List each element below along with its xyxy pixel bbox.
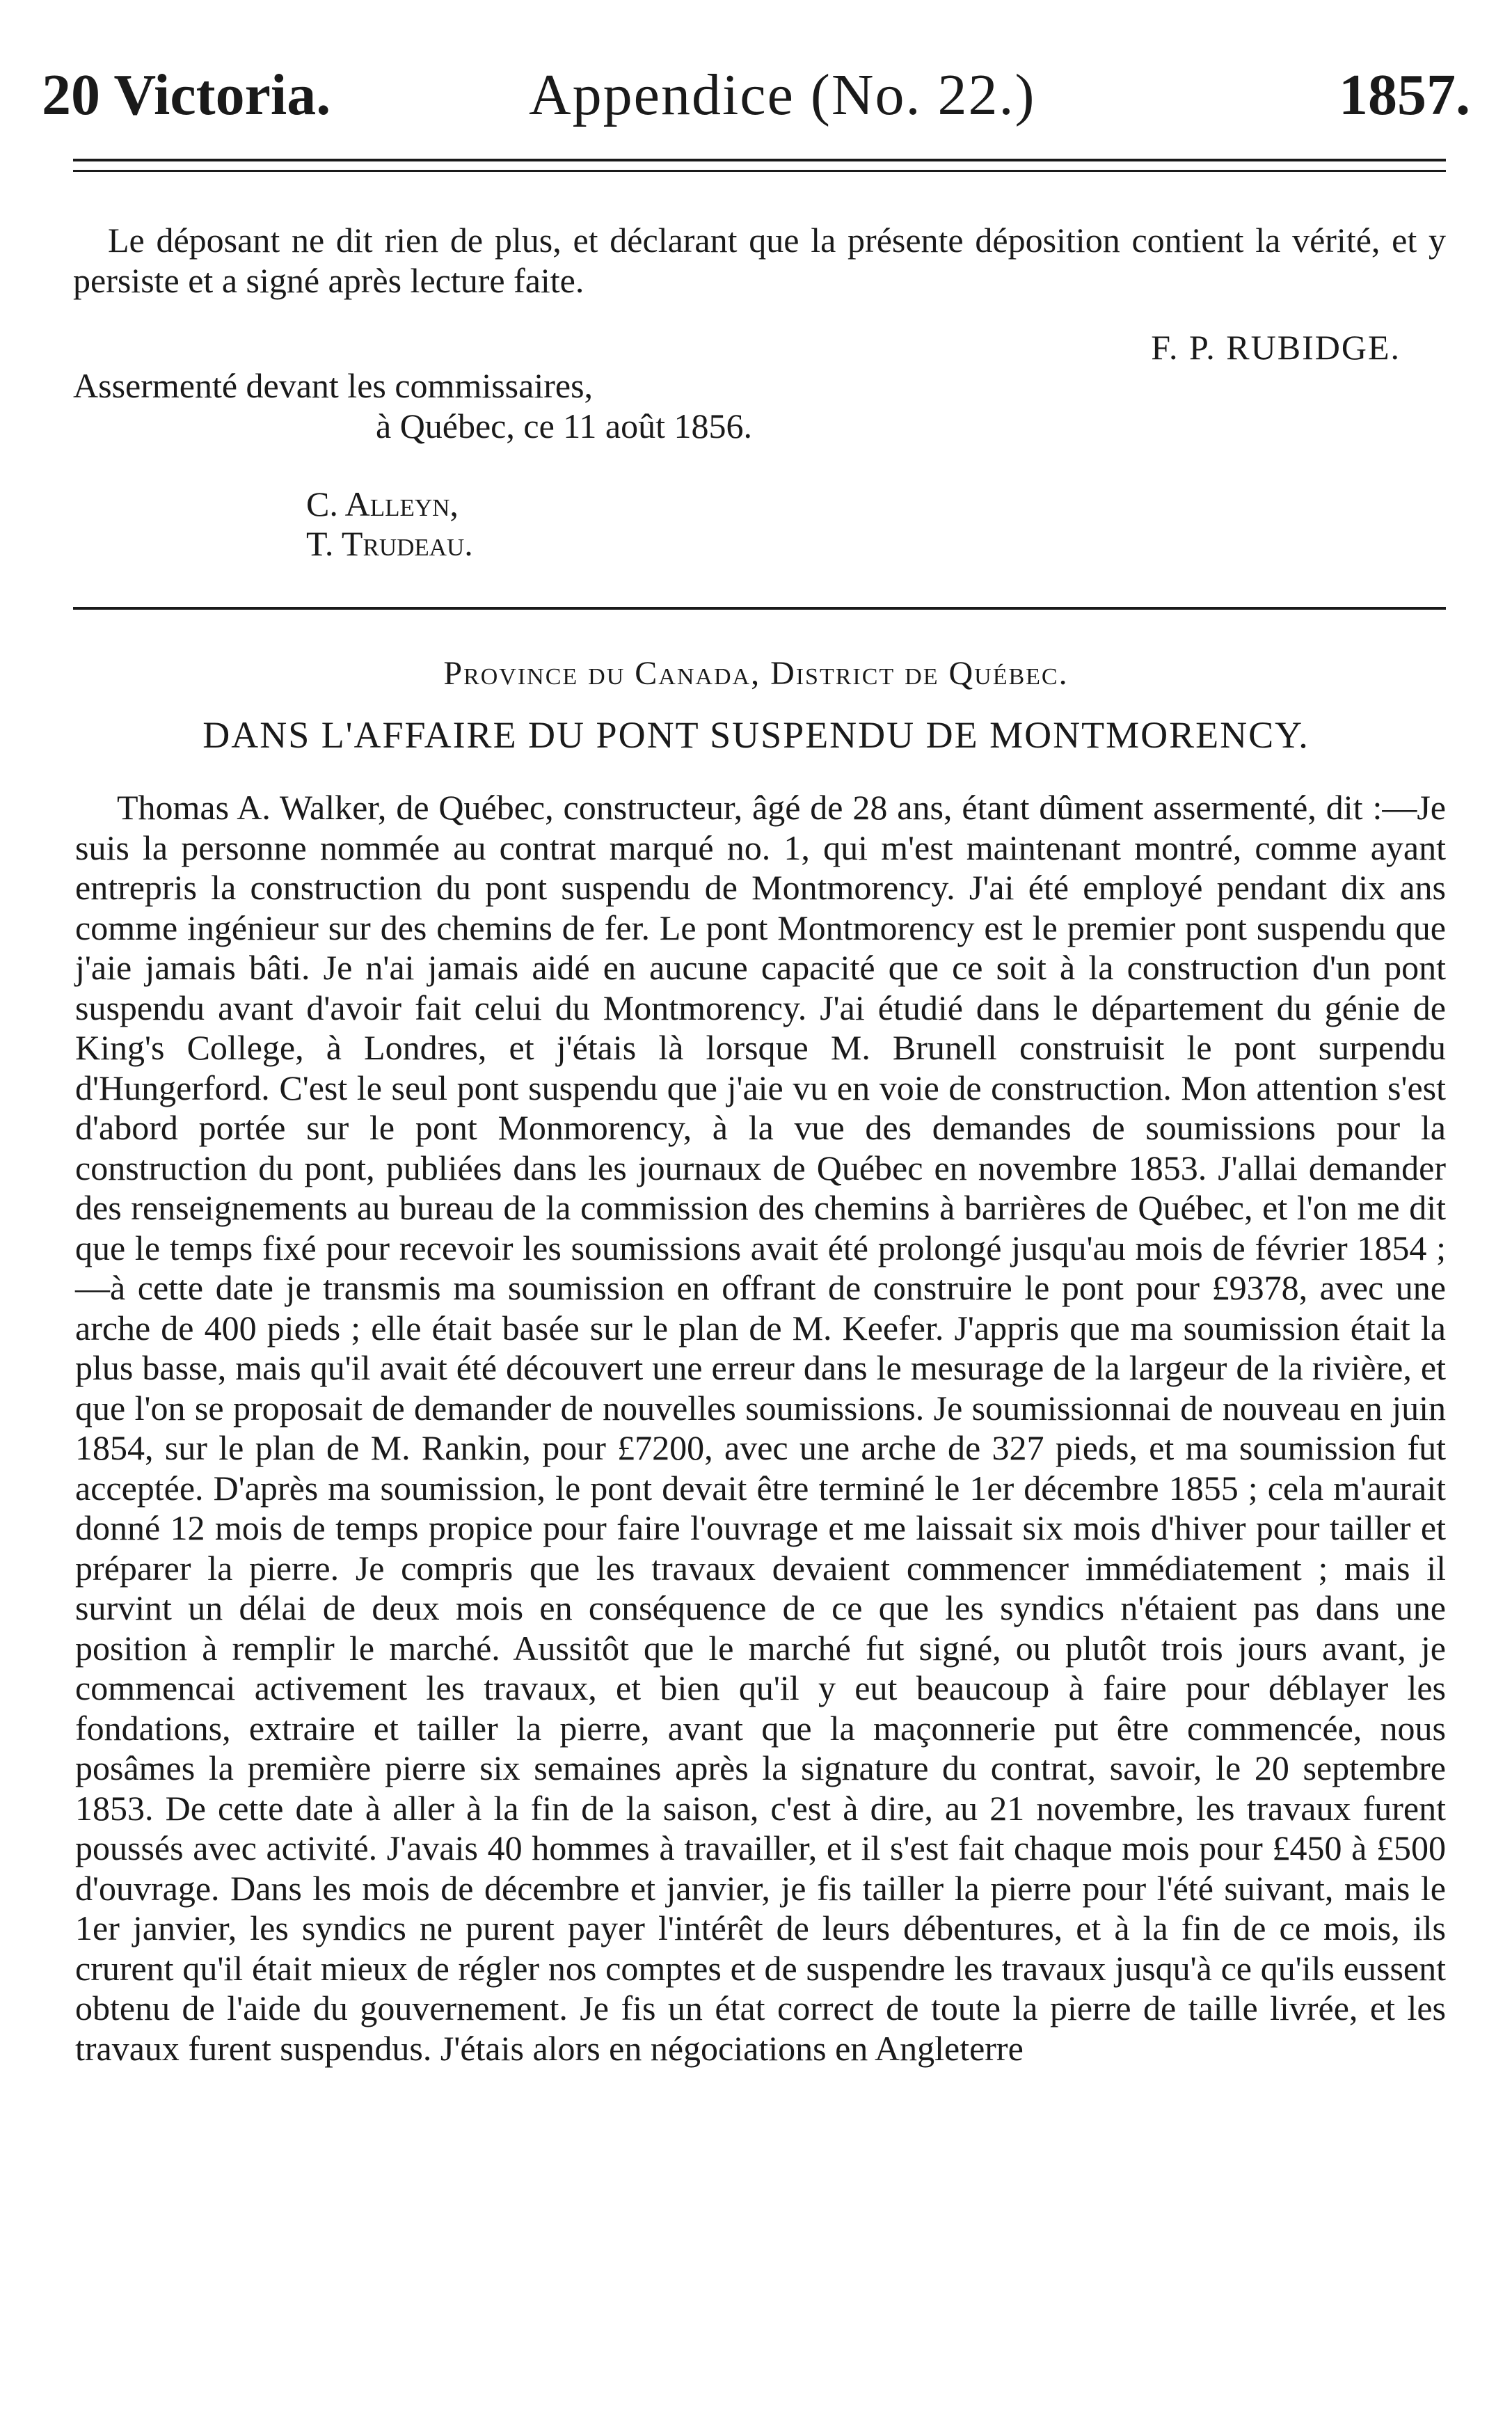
- commissioner-name: C. Alleyn,: [306, 484, 459, 523]
- sworn-place-date: à Québec, ce 11 août 1856.: [376, 406, 752, 445]
- header-rule-top: [73, 159, 1446, 161]
- header-appendix: Appendice (No. 22.): [529, 63, 1036, 127]
- deposition-closing-paragraph: Le déposant ne dit rien de plus, et déclarant que la présente déposition contient la vérité, et y persiste et a signé après lecture faite.: [73, 221, 1446, 300]
- deponent-signature: F. P. RUBIDGE.: [1151, 328, 1401, 367]
- case-title: DANS L'AFFAIRE DU PONT SUSPENDU DE MONTMORENCY.: [202, 714, 1310, 756]
- province-heading: Province du Canada, District de Québec.: [443, 655, 1069, 692]
- section-divider: [73, 607, 1446, 610]
- commissioner-name: T. Trudeau.: [306, 524, 473, 563]
- header-session: 20 Victoria.: [42, 63, 331, 127]
- page-header: [42, 61, 1470, 138]
- sworn-before-line: Assermenté devant les commissaires,: [73, 366, 594, 405]
- header-year: 1857.: [1339, 63, 1470, 127]
- testimony-paragraph: Thomas A. Walker, de Québec, constructeur, âgé de 28 ans, étant dûment assermenté, dit :—Je suis la personne nommée au contrat marqué no. 1, qui m'est maintenant montré, comme ayant entrepris la construction du pont suspendu de Montmorency. J'ai été employé pendant dix ans comme ingénieur sur des chemins de fer. Le pont Montmorency est le premier pont suspendu que j'aie jamais bâti. Je n'ai jamais aidé en aucune capacité que ce soit à la construction d'un pont suspendu avant d'avoir fait celui du Montmorency. J'ai étudié dans le département du génie de King's College, à Londres, et j'étais là lorsque M. Brunell construisit le pont surpendu d'Hungerford. C'est le seul pont suspendu que j'aie vu en voie de construction. Mon attention s'est d'abord portée sur le pont Monmorency, à la vue des demandes de soumissions pour la construction du pont, publiées dans les journaux de Québec en novembre 1853. J'allai demander des renseignements au bureau de la commission des chemins à barrières de Québec, et l'on me dit que le temps fixé pour recevoir les soumissions avait été prolongé jusqu'au mois de février 1854 ;—à cette date je transmis ma soumission en offrant de construire le pont pour £9378, avec une arche de 400 pieds ; elle était basée sur le plan de M. Keefer. J'appris que ma soumission était la plus basse, mais qu'il avait été découvert une erreur dans le mesurage de la largeur de la rivière, et que l'on se proposait de demander de nouvelles soumissions. Je soumissionnai de nouveau en juin 1854, sur le plan de M. Rankin, pour £7200, avec une arche de 327 pieds, et ma soumission fut acceptée. D'après ma soumission, le pont devait être terminé le 1er décembre 1855 ; cela m'aurait donné 12 mois de temps propice pour faire l'ouvrage et me laissait six mois d'hiver pour tailler et préparer la pierre. Je compris que les travaux devaient commencer immédiatement ; mais il survint un délai de deux mois en conséquence de ce que les syndics n'étaient pas dans une position à remplir le marché. Aussitôt que le marché fut signé, ou plutôt trois jours avant, je commencai activement les travaux, et bien qu'il y eut beaucoup à faire pour déblayer les fondations, extraire et tailler la pierre, avant que la maçonnerie put être commencée, nous posâmes la première pierre six semaines après la signature du contrat, savoir, le 20 septembre 1853. De cette date à aller à la fin de la saison, c'est à dire, au 21 novembre, les travaux furent poussés avec activité. J'avais 40 hommes à travailler, et il s'est fait chaque mois pour £450 à £500 d'ouvrage. Dans les mois de décembre et janvier, je fis tailler la pierre pour l'été suivant, mais le 1er janvier, les syndics ne purent payer l'intérêt de leurs débentures, et à la fin de ce mois, ils crurent qu'il était mieux de régler nos comptes et de suspendre les travaux jusqu'à ce qu'ils eussent obtenu de l'aide du gouvernement. Je fis un état correct de toute la pierre de taille livrée, et les travaux furent suspendus. J'étais alors en négociations en Angleterre: [75, 788, 1446, 2068]
- header-rule-bottom: [73, 170, 1446, 172]
